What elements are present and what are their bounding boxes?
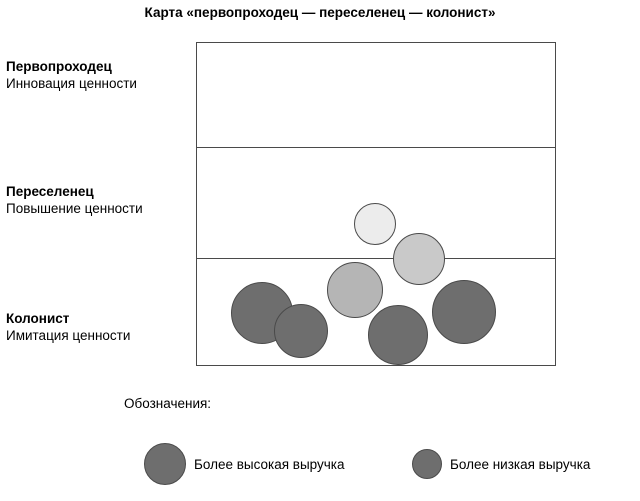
bubble-переселенец	[393, 233, 445, 285]
bubble-переселенец	[354, 203, 396, 245]
band-divider-migrant-settler	[196, 258, 556, 259]
row-label-migrant-title: Переселенец	[6, 184, 94, 199]
legend-label-low-revenue: Более низкая выручка	[450, 456, 591, 472]
legend-item-high-revenue	[144, 443, 345, 485]
row-label-migrant-subtitle: Повышение ценности	[6, 201, 143, 216]
legend-label-high-revenue: Более высокая выручка	[194, 456, 345, 472]
chart-title: Карта «первопроходец — переселенец — колонист»	[144, 5, 496, 20]
legend-swatch-high-revenue	[144, 443, 186, 485]
legend-heading: Обозначения:	[124, 396, 212, 411]
row-label-pioneer-title: Первопроходец	[6, 59, 112, 74]
bubble-колонист	[432, 280, 496, 344]
bubble-колонист	[368, 305, 428, 365]
row-label-settler-title: Колонист	[6, 311, 70, 326]
row-label-pioneer-subtitle: Инновация ценности	[6, 76, 137, 91]
row-label-settler	[6, 310, 194, 344]
row-label-settler-subtitle: Имитация ценности	[6, 328, 131, 343]
legend-swatch-low-revenue	[412, 449, 442, 479]
bubble-колонист	[327, 262, 383, 318]
bubble-колонист	[274, 304, 328, 358]
row-label-migrant	[6, 183, 194, 217]
legend-item-low-revenue	[412, 449, 590, 479]
band-divider-pioneer-migrant	[196, 147, 556, 148]
row-label-pioneer	[6, 58, 194, 92]
